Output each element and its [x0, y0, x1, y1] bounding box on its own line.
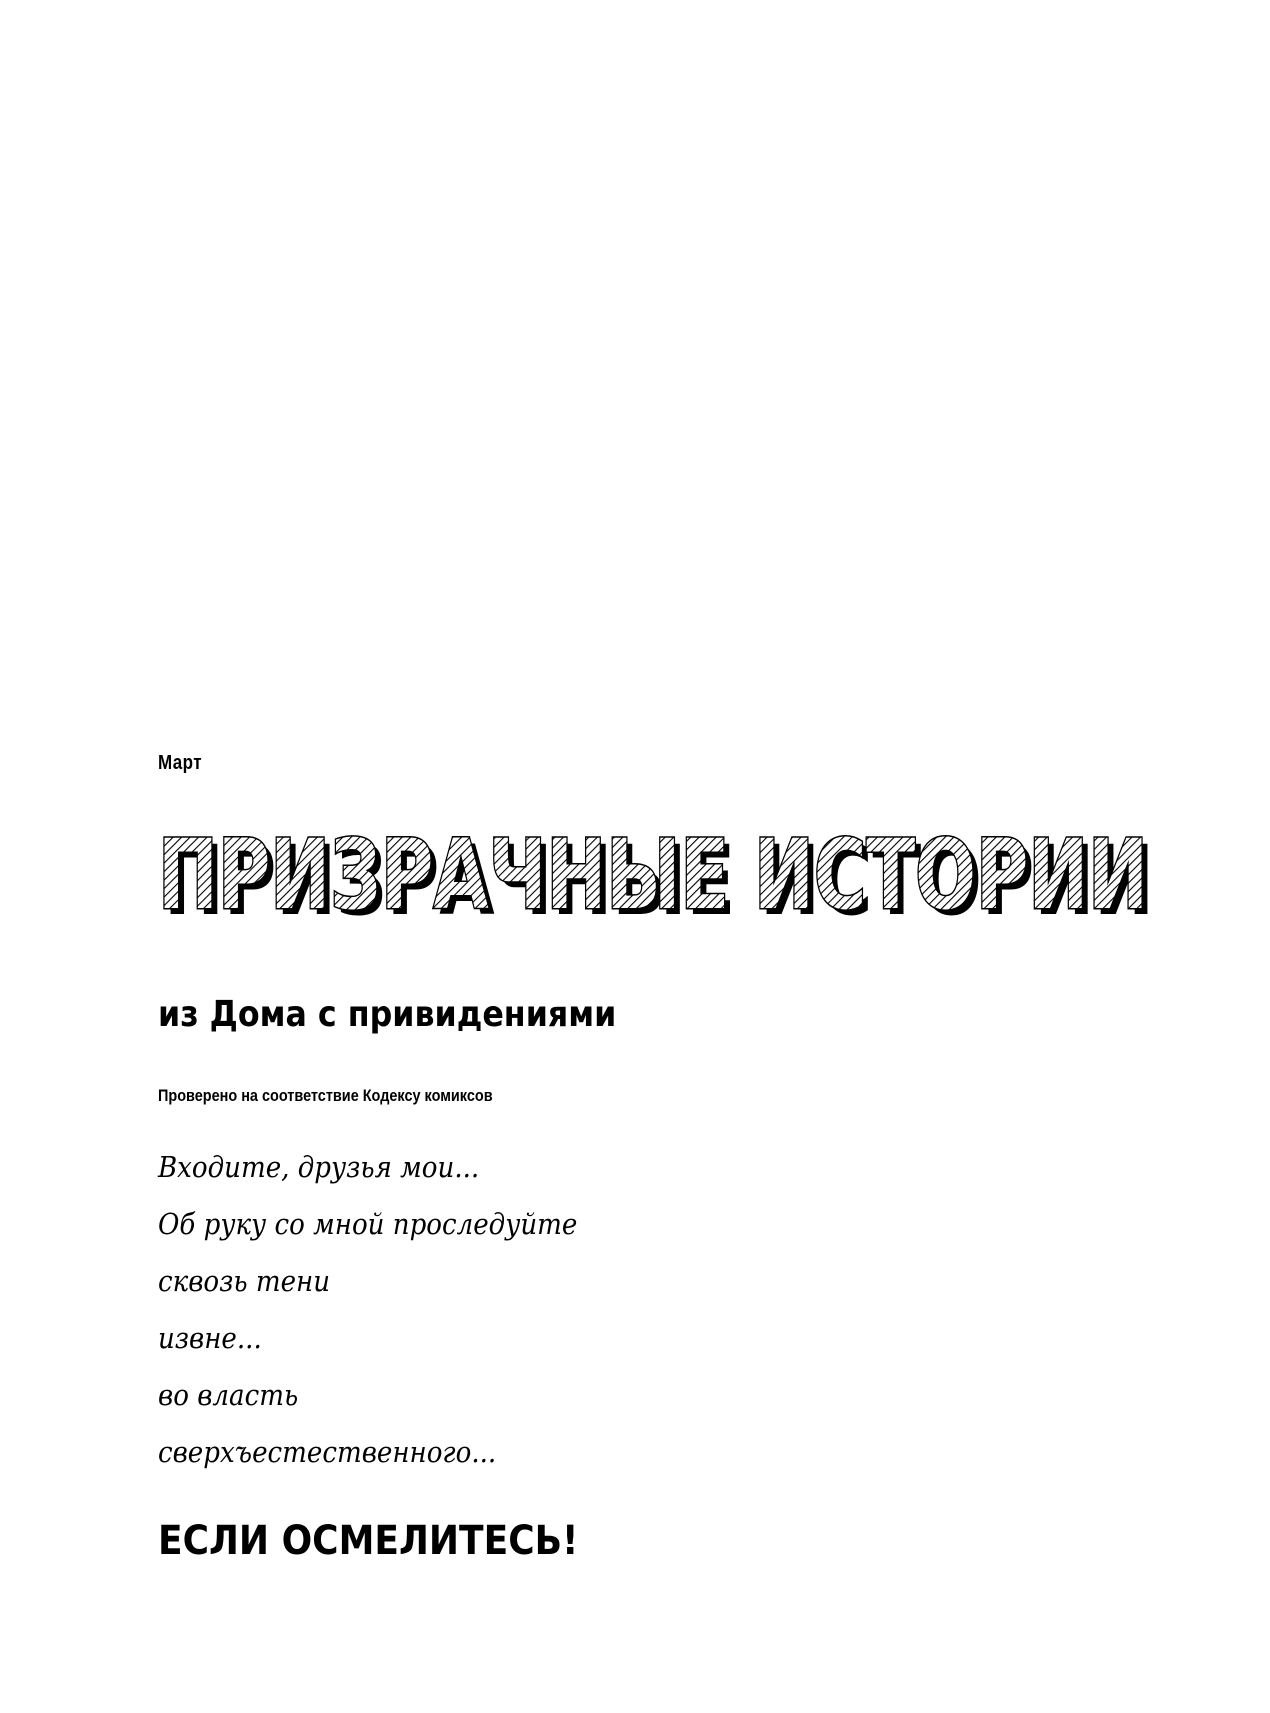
title-graphic: [158, 826, 1158, 926]
title-shadow: ПРИЗРАЧНЫЕ ИСТОРИИ: [164, 826, 1154, 926]
page-subtitle: из Дома с привидениями: [158, 994, 617, 1035]
title-block: [158, 826, 1158, 926]
closing-line: ЕСЛИ ОСМЕЛИТЕСЬ!: [158, 1518, 579, 1564]
month-label: Март: [158, 752, 203, 774]
page-title: ПРИЗРАЧНЫЕ ИСТОРИИ: [158, 826, 1148, 926]
verse-line: Об руку со мной проследуйте: [158, 1207, 578, 1241]
verse-line: Входите, друзья мои...: [158, 1150, 480, 1184]
verse-line: сквозь тени: [158, 1264, 331, 1298]
verse-line: извне...: [158, 1321, 262, 1355]
comics-code-note: Проверено на соответствие Кодексу комиксов: [158, 1086, 493, 1105]
verse-line: сверхъестественного...: [158, 1435, 497, 1469]
verse-line: во власть: [158, 1378, 299, 1412]
verse-block: [158, 1147, 624, 1489]
